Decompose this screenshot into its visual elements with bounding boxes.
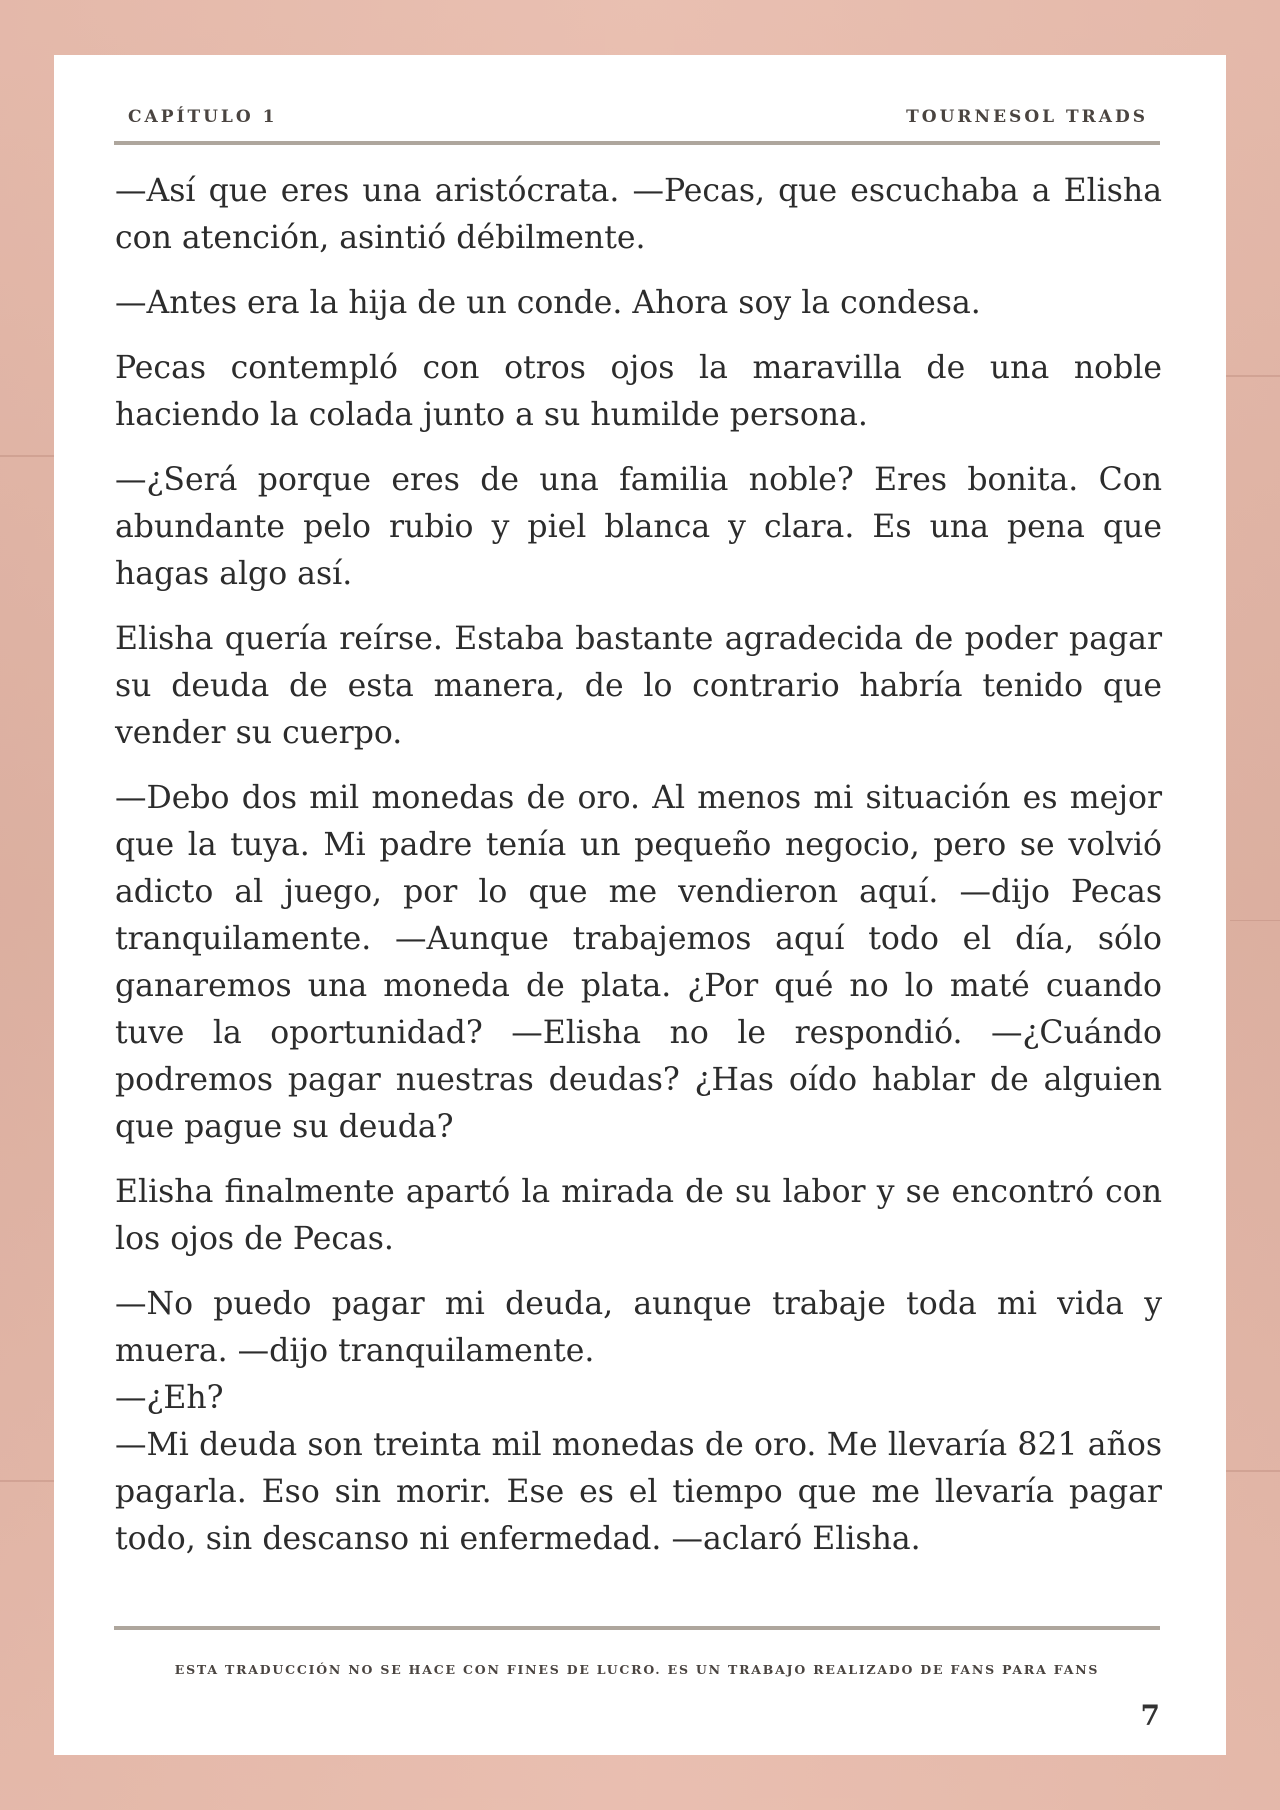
page-number: 7 <box>1140 1699 1160 1732</box>
paper-crease <box>1225 1470 1280 1472</box>
translation-group: TOURNESOL TRADS <box>906 107 1148 127</box>
chapter-title: CAPÍTULO 1 <box>128 107 278 127</box>
footer-divider <box>114 1626 1160 1630</box>
disclaimer-note: ESTA TRADUCCIÓN NO SE HACE CON FINES DE LUCRO. ES UN TRABAJO REALIZADO DE FANS PARA FANS <box>174 1662 1100 1677</box>
paper-crease <box>0 455 55 457</box>
paper-crease <box>1230 920 1280 921</box>
page-body <box>115 168 1162 1563</box>
header-divider <box>114 141 1160 145</box>
dialogue-line: —No puedo pagar mi deuda, aunque trabaje toda mi vida y muera. —dijo tranquilamente. <box>115 1286 1162 1369</box>
paragraph: Elisha quería reírse. Estaba bastante agradecida de poder pagar su deuda de esta manera, de lo contrario habría tenido que vender su cuerpo. <box>115 621 1162 751</box>
paragraph: Elisha finalmente apartó la mirada de su labor y se encontró con los ojos de Pecas. <box>115 1174 1162 1257</box>
paragraph: —Así que eres una aristócrata. —Pecas, que escuchaba a Elisha con atención, asintió débilmente. <box>115 173 1162 256</box>
book-page <box>54 55 1226 1755</box>
paper-crease <box>1225 375 1280 377</box>
page-header <box>114 107 1160 127</box>
dialogue-line: —¿Eh? <box>115 1380 224 1416</box>
dialogue-block <box>115 1281 1162 1563</box>
paragraph: —Debo dos mil monedas de oro. Al menos mi situación es mejor que la tuya. Mi padre tenía un pequeño negocio, pero se volvió adicto al juego, por lo que me vendieron aquí. —dijo Pecas tranquilamente. —Aunque trabajemos aquí todo el día, sólo ganaremos una moneda de plata. ¿Por qué no lo maté cuando tuve la oportunidad? —Elisha no le respondió. —¿Cuándo podremos pagar nuestras deudas? ¿Has oído hablar de alguien que pague su deuda? <box>115 780 1162 1145</box>
paragraph: —Antes era la hija de un conde. Ahora soy la condesa. <box>115 285 981 321</box>
paragraph: Pecas contempló con otros ojos la maravilla de una noble haciendo la colada junto a su humilde persona. <box>115 350 1162 433</box>
dialogue-line: —Mi deuda son treinta mil monedas de oro. Me llevaría 821 años pagarla. Eso sin morir. Ese es el tiempo que me llevaría pagar todo, sin descanso ni enfermedad. —aclaró Elisha. <box>115 1427 1162 1557</box>
paper-crease <box>0 1480 55 1482</box>
paragraph: —¿Será porque eres de una familia noble? Eres bonita. Con abundante pelo rubio y piel blanca y clara. Es una pena que hagas algo así. <box>115 462 1162 592</box>
